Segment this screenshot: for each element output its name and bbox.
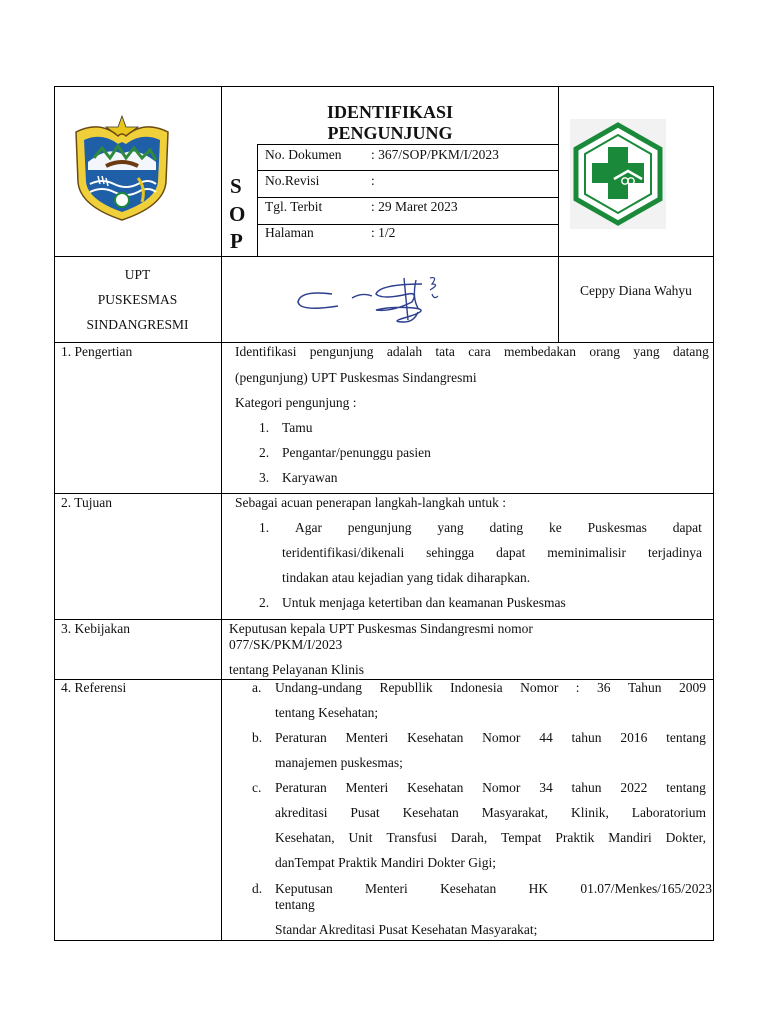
referensi-d-line3: Standar Akreditasi Pusat Kesehatan Masyarakat; <box>275 922 538 937</box>
border-top <box>54 86 714 87</box>
meta-label-halaman: Halaman <box>265 225 314 240</box>
meta-value-terbit: : 29 Maret 2023 <box>371 199 458 214</box>
tujuan-item1-line2: teridentifikasi/dikenali sehingga dapat meminimalisir terjadinya <box>282 545 702 560</box>
tujuan-heading: 2. Tujuan <box>61 495 113 510</box>
pengertian-heading: 1. Pengertian <box>61 344 133 359</box>
divider-col3 <box>558 86 559 343</box>
tujuan-intro: Sebagai acuan penerapan langkah-langkah untuk : <box>235 495 507 510</box>
sop-letter-s: S <box>230 174 242 198</box>
document-title-line1: IDENTIFIKASI <box>326 102 454 122</box>
kategori-num-3: 3. <box>259 470 270 485</box>
divider-col1 <box>221 86 222 941</box>
divider-meta-1 <box>257 170 558 171</box>
kategori-item-3: Karyawan <box>282 470 338 485</box>
referensi-marker-a: a. <box>252 680 262 695</box>
referensi-a-line1: Undang-undang Republlik Indonesia Nomor : 36 Tahun 2009 <box>275 680 706 695</box>
kategori-item-2: Pengantar/penunggu pasien <box>282 445 431 460</box>
kategori-num-1: 1. <box>259 420 270 435</box>
referensi-marker-b: b. <box>252 730 263 745</box>
institution-line3: SINDANGRESMI <box>86 317 189 332</box>
meta-value-dokumen: : 367/SOP/PKM/I/2023 <box>371 147 499 162</box>
kategori-label: Kategori pengunjung : <box>235 395 357 410</box>
document-title-line2: PENGUNJUNG <box>327 123 453 143</box>
referensi-heading: 4. Referensi <box>61 680 127 695</box>
signature <box>292 272 462 332</box>
divider-sop <box>257 144 258 256</box>
institution-line2: PUSKESMAS <box>97 292 178 307</box>
sop-letter-p: P <box>230 229 243 253</box>
regency-crest-logo <box>72 114 172 224</box>
sop-letter-o: O <box>229 202 246 226</box>
divider-sign <box>54 342 714 343</box>
kebijakan-line3: tentang Pelayanan Klinis <box>229 662 364 677</box>
divider-sec2 <box>54 619 714 620</box>
border-bottom <box>54 940 714 941</box>
signatory-name: Ceppy Diana Wahyu <box>580 283 692 298</box>
sop-document <box>54 86 714 941</box>
tujuan-item1-line3: tindakan atau kejadian yang tidak diharapkan. <box>282 570 531 585</box>
divider-header <box>54 256 714 257</box>
referensi-a-line2: tentang Kesehatan; <box>275 705 379 720</box>
divider-sec1 <box>54 493 714 494</box>
referensi-b-line1: Peraturan Menteri Kesehatan Nomor 44 tahun 2016 tentang <box>275 730 706 745</box>
border-left <box>54 86 55 941</box>
puskesmas-logo <box>570 119 666 229</box>
referensi-b-line2: manajemen puskesmas; <box>275 755 403 770</box>
referensi-c-line1: Peraturan Menteri Kesehatan Nomor 34 tahun 2022 tentang <box>275 780 706 795</box>
kebijakan-heading: 3. Kebijakan <box>61 621 130 636</box>
kategori-num-2: 2. <box>259 445 270 460</box>
meta-label-revisi: No.Revisi <box>265 173 320 188</box>
kategori-item-1: Tamu <box>282 420 313 435</box>
referensi-marker-d: d. <box>252 881 263 896</box>
tujuan-item1-line1: 1. Agar pengunjung yang dating ke Puskesmas dapat <box>259 520 702 535</box>
referensi-marker-c: c. <box>252 780 262 795</box>
kebijakan-line1: Keputusan kepala UPT Puskesmas Sindangresmi nomor <box>229 621 533 636</box>
tujuan-item2: Untuk menjaga ketertiban dan keamanan Puskesmas <box>282 595 566 610</box>
border-right <box>713 86 714 941</box>
meta-label-terbit: Tgl. Terbit <box>265 199 323 214</box>
tujuan-num-2: 2. <box>259 595 270 610</box>
kebijakan-line2: 077/SK/PKM/I/2023 <box>229 637 343 652</box>
referensi-c-line3: Kesehatan, Unit Transfusi Darah, Tempat Praktik Mandiri Dokter, <box>275 830 706 845</box>
referensi-d-line1: Keputusan Menteri Kesehatan HK 01.07/Menkes/165/2023 <box>275 881 712 896</box>
referensi-c-line2: akreditasi Pusat Kesehatan Masyarakat, Klinik, Laboratorium <box>275 805 706 820</box>
divider-meta-top <box>257 144 558 145</box>
meta-label-dokumen: No. Dokumen <box>265 147 342 162</box>
referensi-c-line4: danTempat Praktik Mandiri Dokter Gigi; <box>275 855 497 870</box>
meta-value-revisi: : <box>371 173 375 188</box>
institution-line1: UPT <box>124 267 151 282</box>
pengertian-paragraph-line1: Identifikasi pengunjung adalah tata cara membedakan orang yang datang <box>235 344 709 359</box>
referensi-d-line2: tentang <box>275 897 315 912</box>
meta-value-halaman: : 1/2 <box>371 225 396 240</box>
pengertian-paragraph-line2: (pengunjung) UPT Puskesmas Sindangresmi <box>235 370 477 385</box>
divider-meta-2 <box>257 197 558 198</box>
